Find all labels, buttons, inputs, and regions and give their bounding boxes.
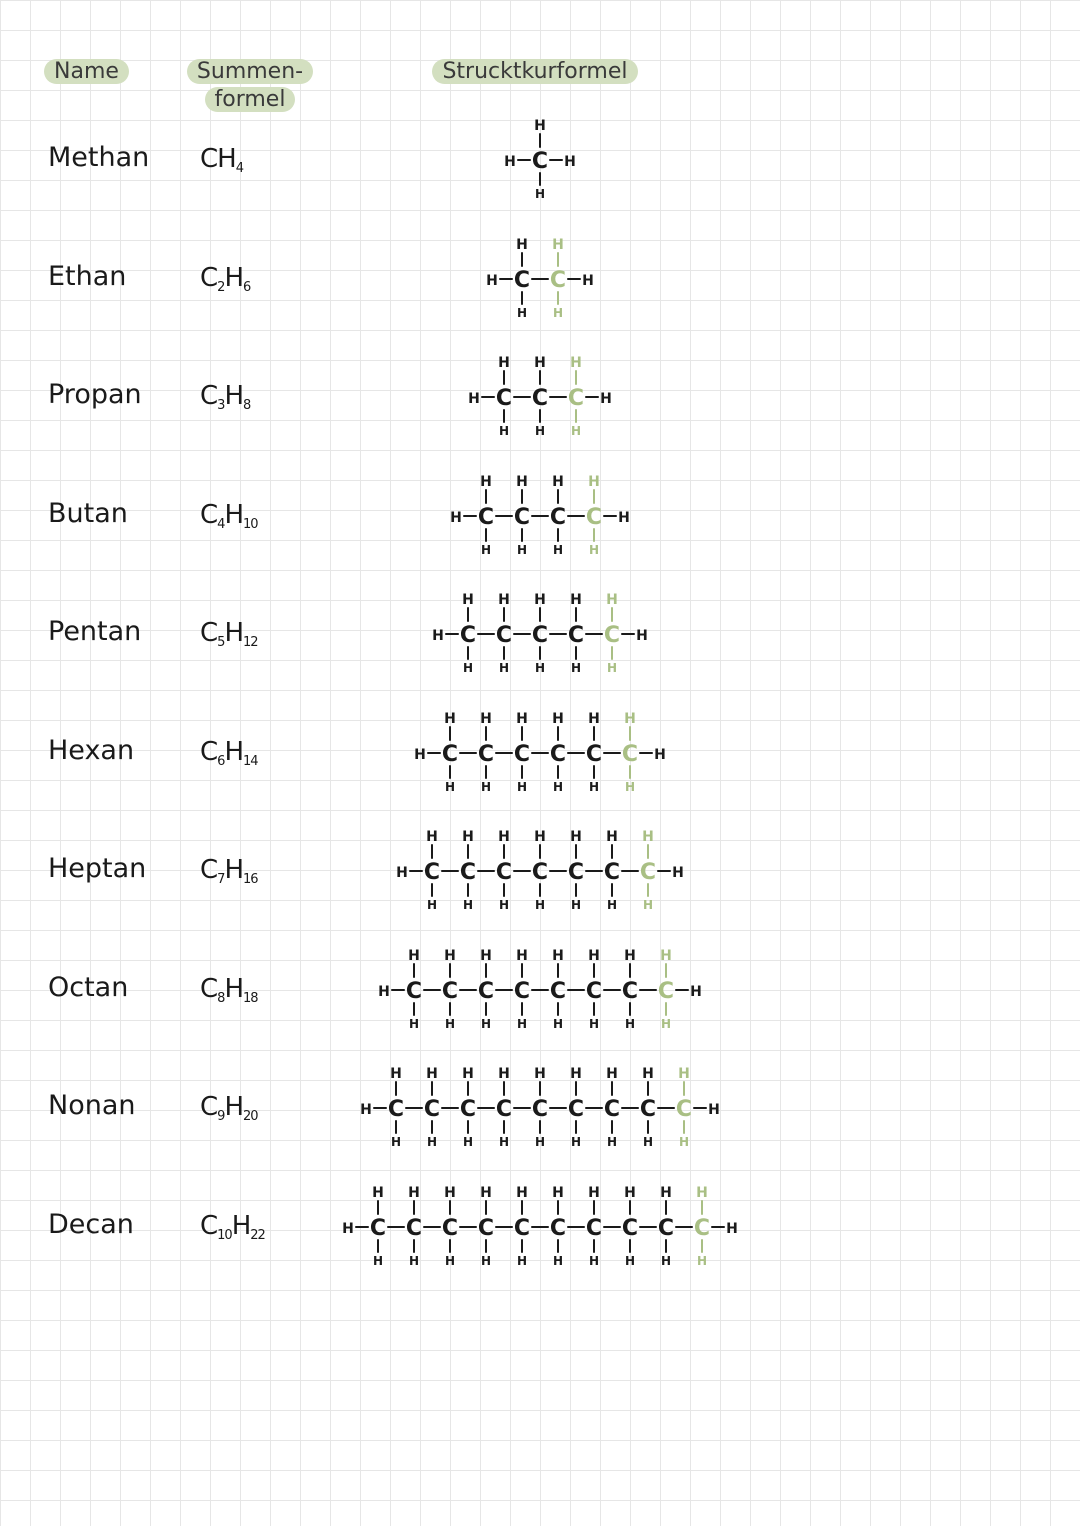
sum-formula-h: H: [224, 618, 243, 648]
hydrogen-atom: H: [534, 661, 546, 675]
hydrogen-atom: H: [624, 710, 636, 727]
carbon-atom: C: [459, 860, 477, 885]
carbon-atom: C: [441, 1215, 459, 1241]
hydrogen-atom: H: [516, 947, 528, 964]
carbon-atom: C: [639, 860, 657, 885]
structural-formula: [0, 102, 1080, 220]
carbon-atom: C: [603, 860, 621, 885]
carbon-atom: C: [513, 978, 531, 1004]
hydrogen-atom: H: [498, 898, 510, 912]
hydrogen-atom: H: [534, 898, 546, 912]
carbon-atom: C: [513, 504, 531, 530]
hydrogen-atom: H: [552, 1016, 564, 1031]
carbon-atom: C: [531, 149, 549, 174]
alkane-row-octan: [0, 932, 1080, 1050]
hydrogen-atom: H: [444, 1016, 456, 1031]
hydrogen-atom: H: [552, 473, 564, 490]
carbon-atom: C: [405, 978, 423, 1004]
sum-formula-h-sub: 22: [250, 1227, 265, 1243]
carbon-atom: C: [657, 1215, 675, 1241]
column-header-name: [44, 58, 134, 86]
hydrogen-atom: H: [708, 1102, 720, 1118]
alkane-row-decan: [0, 1169, 1080, 1287]
hydrogen-atom: H: [408, 1253, 420, 1268]
carbon-atom: C: [459, 1097, 477, 1122]
sum-formula-c: C: [200, 381, 218, 411]
sum-formula-h: H: [224, 973, 243, 1004]
hydrogen-atom: H: [516, 1253, 528, 1268]
carbon-atom: C: [549, 504, 567, 530]
hydrogen-atom: H: [444, 947, 456, 964]
hydrogen-atom: H: [516, 305, 528, 320]
hydrogen-atom: H: [588, 542, 600, 557]
hydrogen-atom: H: [690, 983, 702, 1000]
hydrogen-atom: H: [426, 898, 438, 912]
hydrogen-atom: H: [552, 947, 564, 964]
structural-formula: [0, 576, 1080, 694]
hydrogen-atom: H: [444, 710, 456, 727]
hydrogen-atom: H: [618, 509, 630, 526]
hydrogen-atom: H: [660, 947, 672, 964]
hydrogen-atom: H: [480, 710, 492, 727]
hydrogen-atom: H: [606, 1135, 618, 1149]
structural-formula: [0, 932, 1080, 1050]
sum-formula-c-sub: 4: [217, 516, 225, 532]
hydrogen-atom: H: [624, 1184, 636, 1201]
sum-formula-c-sub: 6: [217, 753, 225, 769]
hydrogen-atom: H: [552, 236, 564, 253]
hydrogen-atom: H: [462, 1066, 474, 1082]
hydrogen-atom: H: [696, 1253, 708, 1268]
hydrogen-atom: H: [570, 592, 582, 608]
sum-formula-h-sub: 4: [235, 161, 243, 176]
hydrogen-atom: H: [516, 473, 528, 490]
carbon-atom: C: [567, 1097, 585, 1122]
hydrogen-atom: H: [534, 355, 546, 371]
hydrogen-atom: H: [450, 509, 462, 526]
hydrogen-atom: H: [516, 542, 528, 557]
structural-formula: [0, 813, 1080, 931]
hydrogen-atom: H: [444, 1184, 456, 1201]
hydrogen-atom: H: [534, 424, 546, 438]
hydrogen-atom: H: [498, 661, 510, 675]
hydrogen-atom: H: [570, 1135, 582, 1149]
structural-formula: [0, 1050, 1080, 1168]
hydrogen-atom: H: [480, 947, 492, 964]
carbon-atom: C: [441, 978, 459, 1004]
carbon-atom: C: [495, 1097, 513, 1122]
hydrogen-atom: H: [408, 1016, 420, 1031]
sum-formula-h-sub: 20: [243, 1109, 258, 1124]
hydrogen-atom: H: [726, 1220, 738, 1237]
hydrogen-atom: H: [480, 542, 492, 557]
carbon-atom: C: [621, 978, 639, 1004]
hydrogen-atom: H: [498, 829, 510, 845]
hydrogen-atom: H: [642, 1135, 654, 1149]
hydrogen-atom: H: [600, 391, 612, 407]
hydrogen-atom: H: [372, 1184, 384, 1201]
alkane-name: Propan: [48, 379, 142, 410]
carbon-atom: C: [459, 623, 477, 648]
hydrogen-atom: H: [516, 710, 528, 727]
sum-formula-c: C: [200, 1210, 218, 1241]
alkane-name: Heptan: [48, 853, 147, 884]
sum-formula-c: C: [200, 499, 218, 530]
alkane-name: Decan: [48, 1208, 134, 1240]
hydrogen-atom: H: [588, 1253, 600, 1268]
hydrogen-atom: H: [696, 1184, 708, 1201]
alkane-name: Octan: [48, 971, 129, 1003]
hydrogen-atom: H: [660, 1016, 672, 1031]
hydrogen-atom: H: [552, 542, 564, 557]
carbon-atom: C: [423, 1097, 441, 1122]
carbon-atom: C: [603, 1097, 621, 1122]
hydrogen-atom: H: [462, 1135, 474, 1149]
hydrogen-atom: H: [390, 1135, 402, 1149]
hydrogen-atom: H: [624, 1253, 636, 1268]
hydrogen-atom: H: [534, 829, 546, 845]
hydrogen-atom: H: [636, 628, 648, 644]
hydrogen-atom: H: [534, 118, 546, 134]
alkane-row-pentan: [0, 576, 1080, 694]
carbon-atom: C: [567, 623, 585, 648]
hydrogen-atom: H: [486, 272, 498, 289]
carbon-atom: C: [387, 1097, 405, 1122]
sum-formula-h-sub: 6: [243, 279, 251, 295]
hydrogen-atom: H: [534, 592, 546, 608]
carbon-atom: C: [477, 1215, 495, 1241]
sum-formula-h: H: [231, 1210, 251, 1241]
alkane-row-heptan: [0, 813, 1080, 931]
hydrogen-atom: H: [588, 710, 600, 727]
sum-formula-c: C: [200, 144, 218, 174]
carbon-atom: C: [405, 1215, 423, 1241]
hydrogen-atom: H: [588, 1016, 600, 1031]
carbon-atom: C: [621, 741, 639, 767]
hydrogen-atom: H: [378, 983, 390, 1000]
hydrogen-atom: H: [516, 236, 528, 253]
alkane-row-butan: [0, 458, 1080, 576]
structural-formula: [0, 339, 1080, 457]
sum-formula-h-sub: 10: [243, 516, 258, 532]
sum-formula-h-sub: 16: [243, 872, 258, 887]
carbon-atom: C: [657, 978, 675, 1004]
carbon-atom: C: [585, 741, 603, 767]
hydrogen-atom: H: [444, 1253, 456, 1268]
carbon-atom: C: [549, 978, 567, 1004]
hydrogen-atom: H: [660, 1184, 672, 1201]
hydrogen-atom: H: [426, 1135, 438, 1149]
sum-formula-c: C: [200, 1092, 218, 1122]
hydrogen-atom: H: [642, 829, 654, 845]
hydrogen-atom: H: [624, 1016, 636, 1031]
hydrogen-atom: H: [414, 746, 426, 763]
carbon-atom: C: [495, 386, 513, 411]
alkane-row-ethan: [0, 221, 1080, 339]
alkane-name: Hexan: [48, 734, 135, 766]
hydrogen-atom: H: [552, 305, 564, 320]
header-sum-formula-line1: Summen-: [187, 59, 313, 84]
hydrogen-atom: H: [408, 947, 420, 964]
hydrogen-atom: H: [588, 779, 600, 794]
hydrogen-atom: H: [480, 473, 492, 490]
header-structural-formula-label: Strucktkurformel: [432, 59, 637, 84]
sum-formula-h-sub: 14: [243, 753, 258, 769]
carbon-atom: C: [567, 860, 585, 885]
carbon-atom: C: [567, 386, 585, 411]
hydrogen-atom: H: [426, 829, 438, 845]
alkane-name: Methan: [48, 142, 150, 173]
hydrogen-atom: H: [468, 391, 480, 407]
sum-formula-c-sub: 3: [217, 398, 225, 413]
alkane-row-hexan: [0, 695, 1080, 813]
hydrogen-atom: H: [588, 947, 600, 964]
hydrogen-atom: H: [582, 272, 594, 289]
sum-formula-c-sub: 10: [217, 1227, 232, 1243]
hydrogen-atom: H: [342, 1220, 354, 1237]
hydrogen-atom: H: [642, 1066, 654, 1082]
carbon-atom: C: [513, 1215, 531, 1241]
hydrogen-atom: H: [570, 1066, 582, 1082]
carbon-atom: C: [513, 267, 531, 293]
hydrogen-atom: H: [624, 947, 636, 964]
column-header-structural-formula: [410, 58, 660, 86]
carbon-atom: C: [585, 1215, 603, 1241]
hydrogen-atom: H: [552, 710, 564, 727]
carbon-atom: C: [423, 860, 441, 885]
hydrogen-atom: H: [678, 1135, 690, 1149]
carbon-atom: C: [639, 1097, 657, 1122]
alkane-name: Pentan: [48, 616, 142, 647]
hydrogen-atom: H: [534, 1135, 546, 1149]
hydrogen-atom: H: [660, 1253, 672, 1268]
hydrogen-atom: H: [498, 592, 510, 608]
hydrogen-atom: H: [462, 661, 474, 675]
hydrogen-atom: H: [678, 1066, 690, 1082]
sum-formula-h: H: [224, 381, 243, 411]
hydrogen-atom: H: [588, 1184, 600, 1201]
hydrogen-atom: H: [360, 1102, 372, 1118]
hydrogen-atom: H: [516, 779, 528, 794]
hydrogen-atom: H: [672, 865, 684, 881]
hydrogen-atom: H: [462, 898, 474, 912]
sum-formula-c: C: [200, 262, 218, 293]
hydrogen-atom: H: [570, 829, 582, 845]
carbon-atom: C: [603, 623, 621, 648]
carbon-atom: C: [441, 741, 459, 767]
carbon-atom: C: [369, 1215, 387, 1241]
hydrogen-atom: H: [534, 1066, 546, 1082]
sum-formula-c-sub: 5: [217, 635, 225, 650]
hydrogen-atom: H: [480, 779, 492, 794]
carbon-atom: C: [693, 1215, 711, 1241]
hydrogen-atom: H: [654, 746, 666, 763]
hydrogen-atom: H: [564, 154, 576, 170]
hydrogen-atom: H: [462, 829, 474, 845]
carbon-atom: C: [549, 267, 567, 293]
hydrogen-atom: H: [552, 1184, 564, 1201]
alkane-row-nonan: [0, 1050, 1080, 1168]
carbon-atom: C: [513, 741, 531, 767]
hydrogen-atom: H: [390, 1066, 402, 1082]
carbon-atom: C: [585, 504, 603, 530]
sum-formula-h: H: [224, 855, 243, 885]
hydrogen-atom: H: [444, 779, 456, 794]
carbon-atom: C: [675, 1097, 693, 1122]
alkane-row-propan: [0, 339, 1080, 457]
hydrogen-atom: H: [498, 355, 510, 371]
carbon-atom: C: [477, 978, 495, 1004]
header-sum-formula-line2: formel: [205, 87, 296, 112]
sum-formula-h-sub: 12: [243, 635, 258, 650]
alkane-name: Ethan: [48, 260, 127, 292]
hydrogen-atom: H: [372, 1253, 384, 1268]
carbon-atom: C: [585, 978, 603, 1004]
sum-formula-c-sub: 2: [217, 279, 225, 295]
hydrogen-atom: H: [462, 592, 474, 608]
carbon-atom: C: [549, 741, 567, 767]
sum-formula-h: H: [224, 736, 243, 767]
hydrogen-atom: H: [552, 779, 564, 794]
carbon-atom: C: [477, 504, 495, 530]
structural-formula: [0, 458, 1080, 576]
sum-formula-h: H: [224, 1092, 243, 1122]
sum-formula-c: C: [200, 618, 218, 648]
hydrogen-atom: H: [498, 424, 510, 438]
hydrogen-atom: H: [498, 1135, 510, 1149]
sum-formula-c: C: [200, 973, 218, 1004]
hydrogen-atom: H: [480, 1253, 492, 1268]
hydrogen-atom: H: [516, 1016, 528, 1031]
hydrogen-atom: H: [570, 661, 582, 675]
sum-formula-h: H: [217, 144, 236, 174]
carbon-atom: C: [531, 1097, 549, 1122]
hydrogen-atom: H: [534, 187, 546, 201]
carbon-atom: C: [495, 623, 513, 648]
hydrogen-atom: H: [432, 628, 444, 644]
hydrogen-atom: H: [498, 1066, 510, 1082]
structural-formula: [0, 1169, 1080, 1287]
hydrogen-atom: H: [570, 355, 582, 371]
hydrogen-atom: H: [570, 898, 582, 912]
sum-formula-c: C: [200, 736, 218, 767]
hydrogen-atom: H: [606, 898, 618, 912]
sum-formula-h-sub: 18: [243, 990, 258, 1006]
carbon-atom: C: [531, 386, 549, 411]
structural-formula: [0, 695, 1080, 813]
hydrogen-atom: H: [606, 661, 618, 675]
carbon-atom: C: [621, 1215, 639, 1241]
carbon-atom: C: [495, 860, 513, 885]
sum-formula-c-sub: 9: [217, 1109, 225, 1124]
hydrogen-atom: H: [504, 154, 516, 170]
alkane-row-methan: [0, 102, 1080, 220]
sum-formula-h: H: [224, 499, 243, 530]
hydrogen-atom: H: [588, 473, 600, 490]
hydrogen-atom: H: [606, 592, 618, 608]
hydrogen-atom: H: [624, 779, 636, 794]
hydrogen-atom: H: [480, 1016, 492, 1031]
hydrogen-atom: H: [396, 865, 408, 881]
hydrogen-atom: H: [552, 1253, 564, 1268]
sum-formula-h: H: [224, 262, 243, 293]
alkane-name: Butan: [48, 497, 128, 529]
alkane-name: Nonan: [48, 1090, 136, 1121]
carbon-atom: C: [531, 860, 549, 885]
hydrogen-atom: H: [606, 829, 618, 845]
sum-formula-c: C: [200, 855, 218, 885]
hydrogen-atom: H: [480, 1184, 492, 1201]
hydrogen-atom: H: [516, 1184, 528, 1201]
carbon-atom: C: [549, 1215, 567, 1241]
sum-formula-c-sub: 7: [217, 872, 225, 887]
hydrogen-atom: H: [426, 1066, 438, 1082]
sum-formula-c-sub: 8: [217, 990, 225, 1006]
hydrogen-atom: H: [408, 1184, 420, 1201]
carbon-atom: C: [531, 623, 549, 648]
hydrogen-atom: H: [642, 898, 654, 912]
header-name-label: Name: [44, 59, 129, 84]
structural-formula: [0, 221, 1080, 339]
hydrogen-atom: H: [570, 424, 582, 438]
carbon-atom: C: [477, 741, 495, 767]
sum-formula-h-sub: 8: [243, 398, 251, 413]
hydrogen-atom: H: [606, 1066, 618, 1082]
